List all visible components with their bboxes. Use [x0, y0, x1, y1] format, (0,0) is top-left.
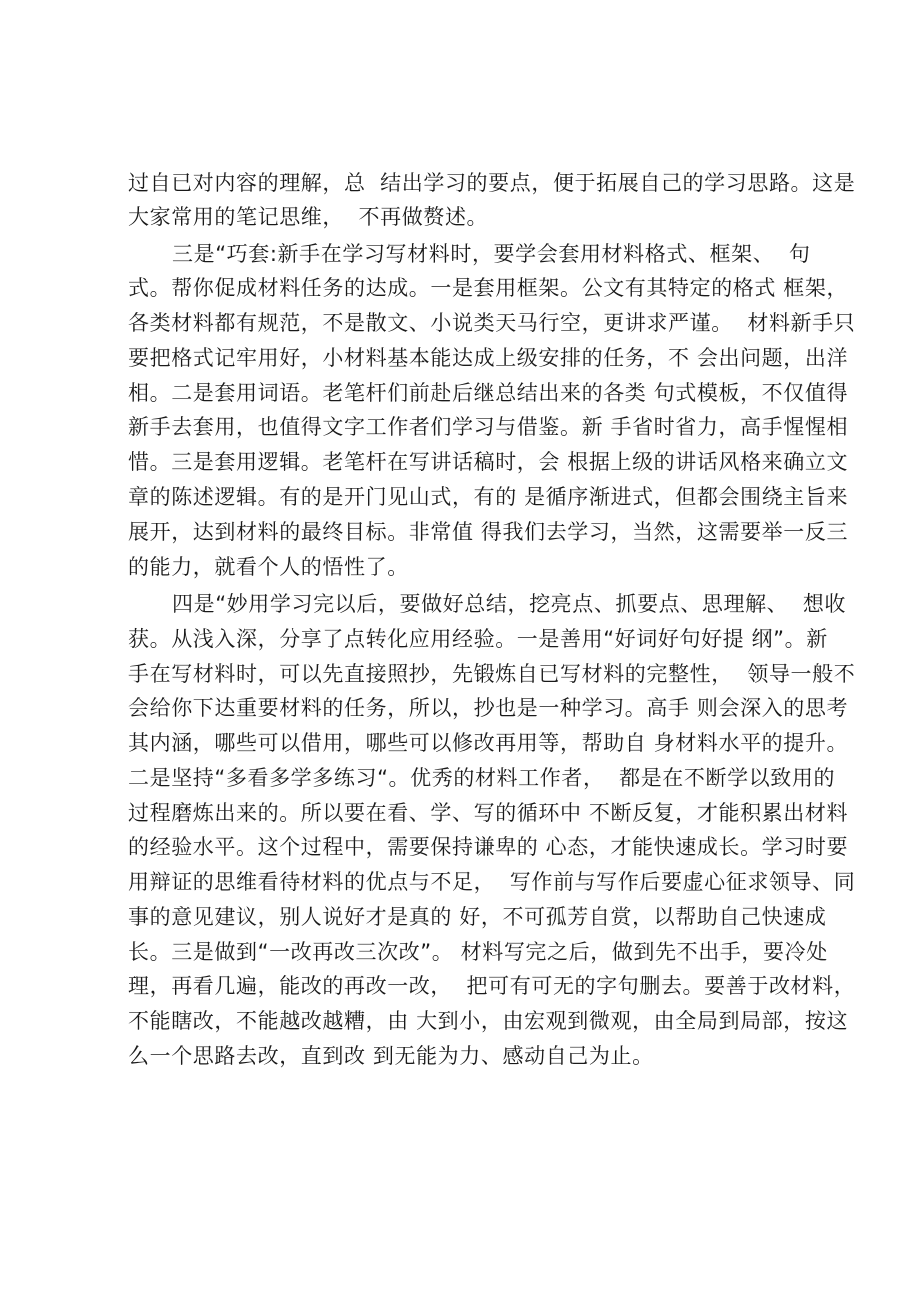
text-line: 会给你下达重要材料的任务，所以，抄也是一种学习。高手 则会深入的思考	[128, 696, 849, 720]
text-line: 长。三是做到“一改再改三次改”。 材料写完之后，做到先不出手，要冷处	[128, 940, 828, 964]
text-line: 其内涵，哪些可以借用，哪些可以修改再用等，帮助自 身材料水平的提升。	[128, 731, 849, 755]
text-line: 获。从浅入深，分享了点转化应用经验。一是善用“好词好句好提 纲”。新	[128, 627, 828, 651]
text-line: 大家常用的笔记思维， 不再做赘述。	[128, 205, 489, 229]
text-line: 的能力，就看个人的悟性了。	[128, 555, 409, 579]
text-line: 相。二是套用词语。老笔杆们前赴后继总结出来的各类 句式模板，不仅值得	[128, 381, 849, 405]
text-line: 惜。三是套用逻辑。老笔杆在写讲话稿时，会 根据上级的讲话风格来确立文	[128, 450, 849, 474]
text-line: 理，再看几遍，能改的再改一改， 把可有可无的字句删去。要善于改材料，	[128, 974, 856, 998]
text-line: 么一个思路去改，直到改 到无能为力、感动自己为止。	[128, 1044, 654, 1068]
text-line: 的经验水平。这个过程中，需要保持谦卑的 心态，才能快速成长。学习时要	[128, 835, 849, 859]
text-line: 过程磨炼出来的。所以要在看、学、写的循环中 不断反复，才能积累出材料	[128, 801, 849, 825]
text-line: 二是坚持“多看多学多练习“。优秀的材料工作者， 都是在不断学以致用的	[128, 766, 836, 790]
text-line: 展开，达到材料的最终目标。非常值 得我们去学习，当然，这需要举一反三	[128, 520, 849, 544]
text-line: 式。帮你促成材料任务的达成。一是套用框架。公文有其特定的格式 框架，	[128, 276, 849, 300]
text-line: 要把格式记牢用好，小材料基本能达成上级安排的任务，不 会出问题，出洋	[128, 346, 849, 370]
paragraph-start-line: 四是“妙用学习完以后，要做好总结，挖亮点、抓要点、思理解、 想收	[172, 592, 847, 616]
text-line: 新手去套用，也值得文字工作者们学习与借鉴。新 手省时省力，高手惺惺相	[128, 415, 849, 439]
text-line: 事的意见建议，别人说好才是真的 好，不可孤芳自赏，以帮助自己快速成	[128, 905, 827, 929]
text-line: 各类材料都有规范，不是散文、小说类天马行空，更讲求严谨。 材料新手只	[128, 311, 856, 335]
text-line: 不能瞎改，不能越改越糟，由 大到小，由宏观到微观，由全局到局部，按这	[128, 1009, 849, 1033]
text-line: 章的陈述逻辑。有的是开门见山式，有的 是循序渐进式，但都会围绕主旨来	[128, 485, 849, 509]
text-line: 手在写材料时，可以先直接照抄，先锻炼自已写材料的完整性， 领导一般不	[128, 662, 856, 686]
text-line: 过自已对内容的理解，总 结出学习的要点，便于拓展自己的学习思路。这是	[128, 171, 856, 195]
paragraph-start-line: 三是“巧套:新手在学习写材料时，要学会套用材料格式、框架、 句	[172, 242, 811, 266]
text-line: 用辩证的思维看待材料的优点与不足， 写作前与写作后要虚心征求领导、同	[128, 870, 856, 894]
